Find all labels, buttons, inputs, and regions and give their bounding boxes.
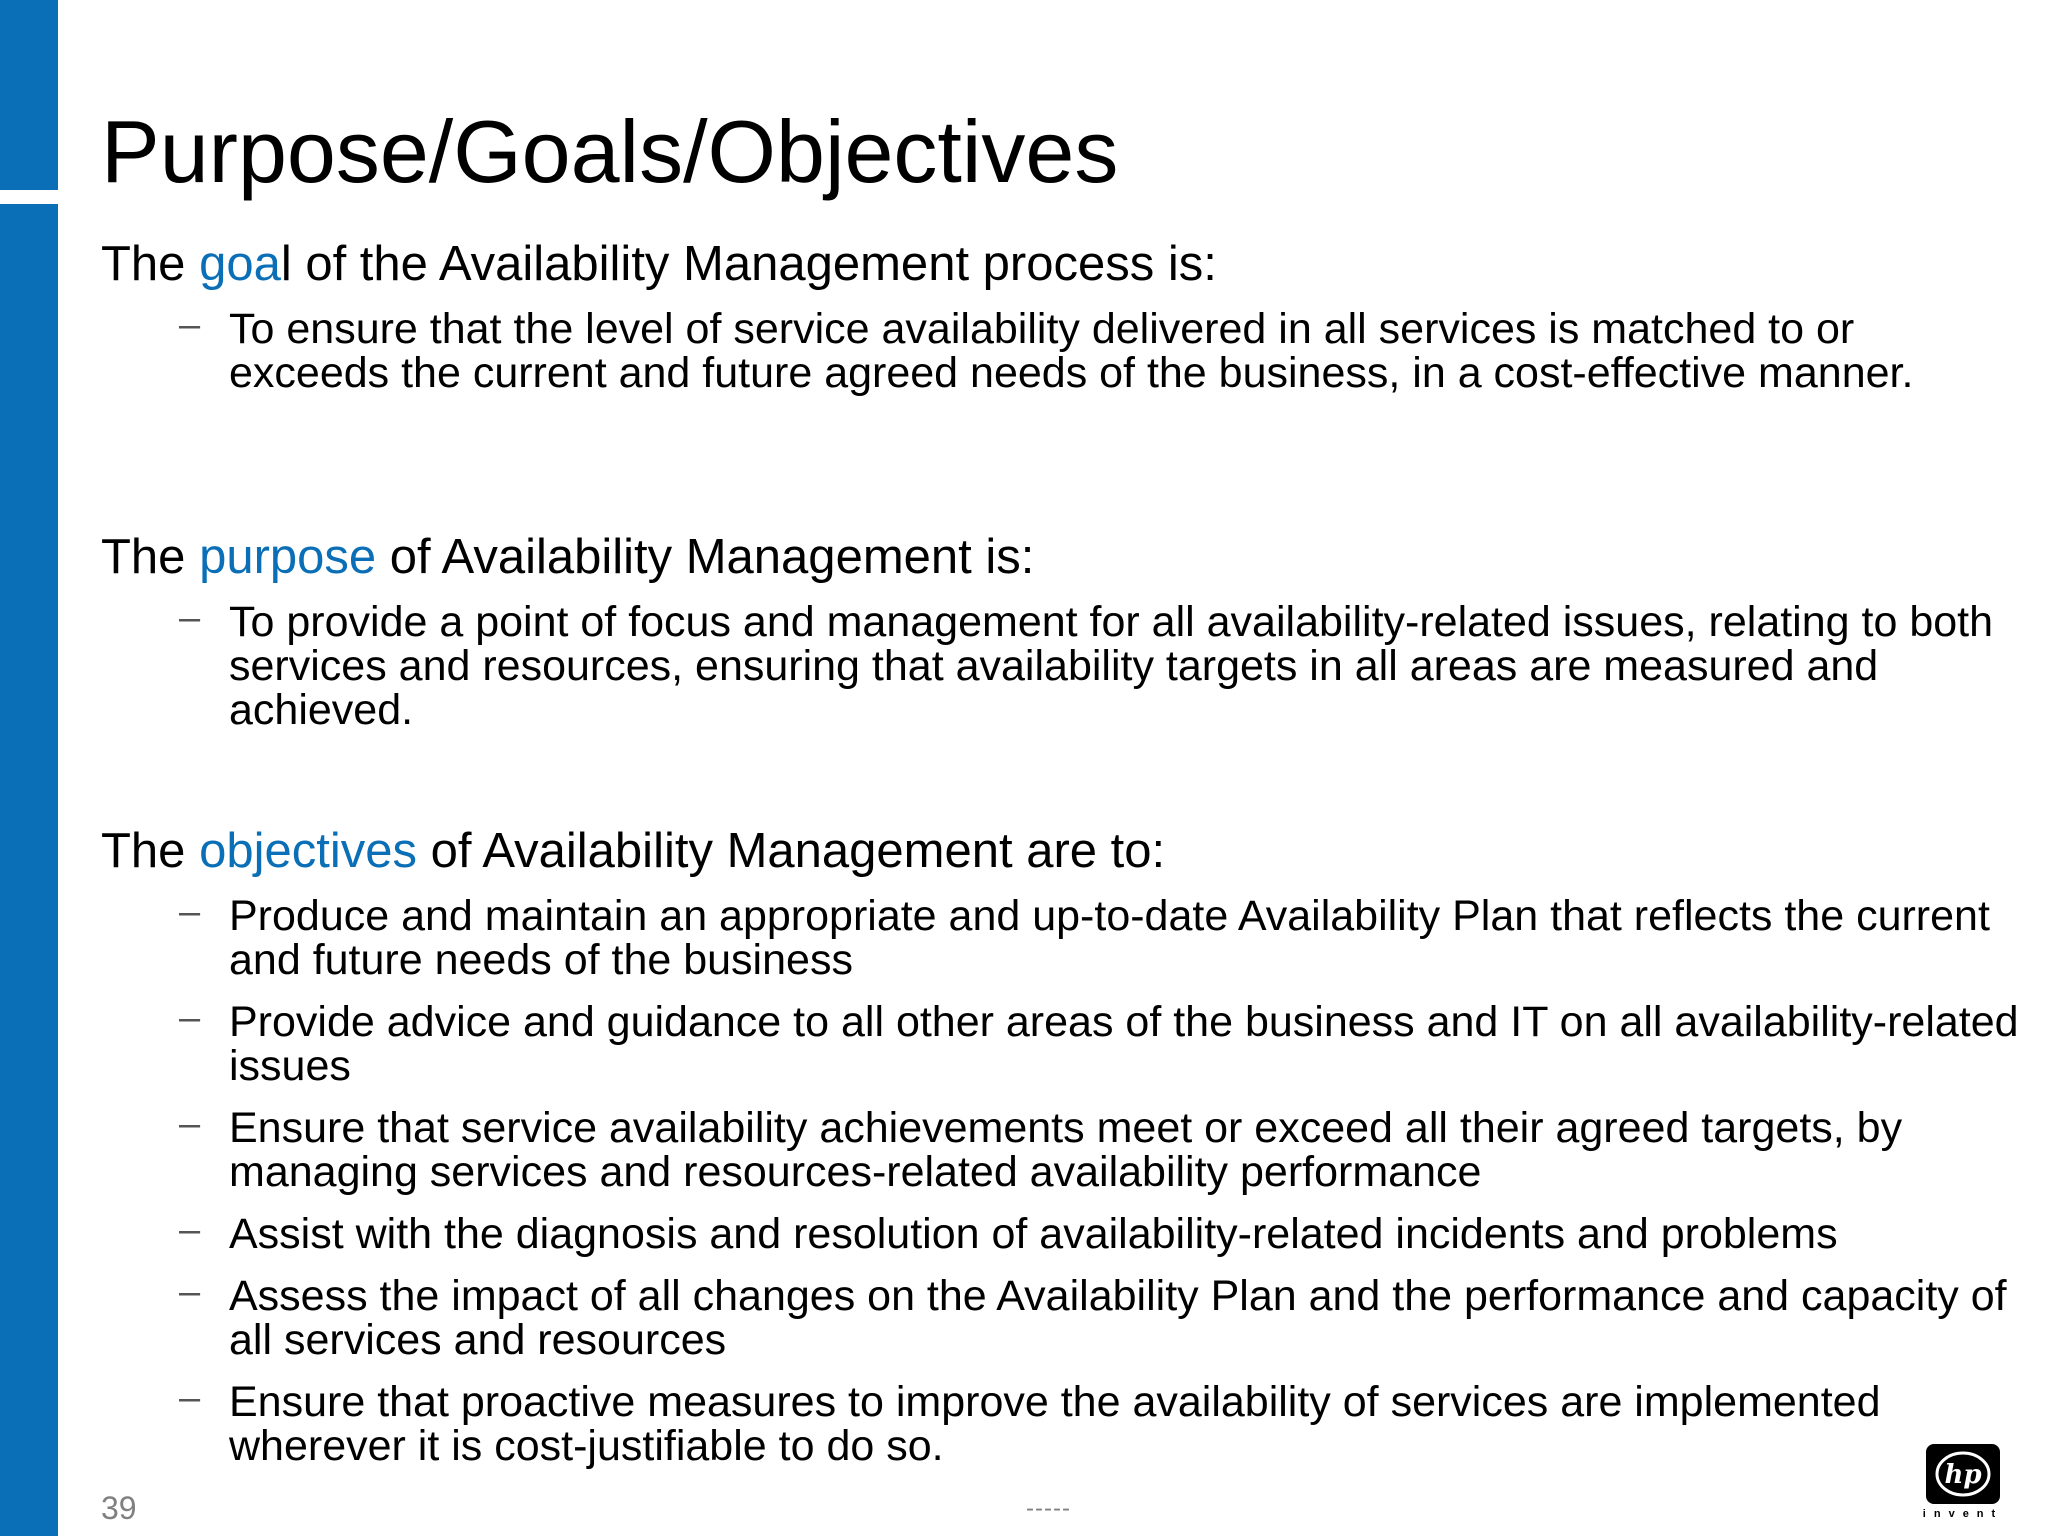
objectives-section: [101, 822, 2021, 1468]
dash-bullet-icon: –: [179, 997, 201, 1039]
objective-item: – Ensure that service availability achievements meet or exceed all their agreed targets, by managing services and resources-related availability performance: [179, 1103, 1903, 1196]
purpose-section: [101, 528, 2021, 732]
goal-section: [101, 235, 2021, 395]
objective-item: – Provide advice and guidance to all other areas of the business and IT on all availability-related issues: [179, 997, 2019, 1090]
hp-logo: [1918, 1444, 2008, 1520]
dash-bullet-icon: –: [179, 1103, 201, 1145]
objective-item: – Assist with the diagnosis and resolution of availability-related incidents and problems: [179, 1209, 1838, 1258]
hp-logo-tagline: invent: [1922, 1508, 2004, 1520]
hp-logo-icon: [1926, 1444, 2000, 1504]
dash-bullet-icon: –: [179, 1377, 201, 1419]
objective-item: – Produce and maintain an appropriate and up-to-date Availability Plan that reflects the current and future needs of the business: [179, 891, 1990, 984]
accent-bar-side: [0, 204, 58, 1536]
hp-logo-mark: [1934, 1450, 1992, 1498]
purpose-heading: The purpose of Availability Management is:: [101, 530, 1035, 584]
purpose-keyword: purpose: [199, 530, 377, 584]
objective-item: – Ensure that proactive measures to improve the availability of services are implemented wherever it is cost-justifiable to do so.: [179, 1377, 1881, 1470]
objectives-heading: The objectives of Availability Management are to:: [101, 824, 1166, 878]
objective-item: – Assess the impact of all changes on the Availability Plan and the performance and capacity of all services and resources: [179, 1271, 2007, 1364]
svg-text:hp: hp: [1944, 1460, 1982, 1490]
goal-heading: The goal of the Availability Management process is:: [101, 237, 1217, 291]
goal-bullet: – To ensure that the level of service availability delivered in all services is matched to or exceeds the current and future agreed needs of the business, in a cost-effective manner.: [179, 304, 1914, 397]
footer-mark: -----: [1026, 1495, 1071, 1522]
dash-bullet-icon: –: [179, 304, 201, 346]
slide-title: Purpose/Goals/Objectives: [101, 102, 1119, 201]
accent-bar-top: [0, 0, 58, 190]
purpose-bullet: – To provide a point of focus and management for all availability-related issues, relating to both services and resources, ensuring that availability targets in all areas are measured and achieved.: [179, 597, 1994, 734]
dash-bullet-icon: –: [179, 891, 201, 933]
goal-keyword: goa: [199, 237, 281, 291]
page-number: 39: [101, 1490, 137, 1526]
dash-bullet-icon: –: [179, 1209, 201, 1251]
dash-bullet-icon: –: [179, 597, 201, 639]
dash-bullet-icon: –: [179, 1271, 201, 1313]
objectives-keyword: objectives: [199, 824, 417, 878]
